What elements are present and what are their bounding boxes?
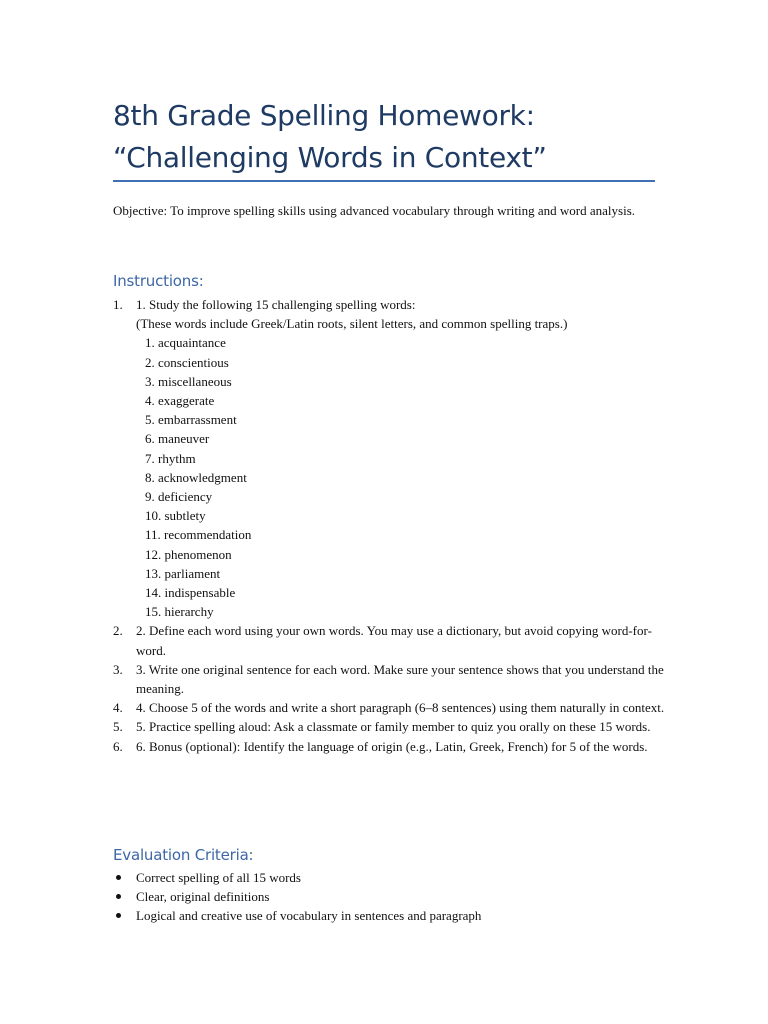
instruction-item	[113, 621, 673, 659]
spelling-word: 4. exaggerate	[145, 393, 215, 409]
instruction-text: 4. Choose 5 of the words and write a short paragraph (6–8 sentences) using them naturally in context.	[136, 700, 665, 716]
title-line-1: 8th Grade Spelling Homework:	[113, 99, 535, 132]
instruction-item	[113, 295, 673, 621]
instruction-number: 2.	[113, 623, 123, 639]
instruction-text: 2. Define each word using your own words. You may use a dictionary, but avoid copying word-for-word.	[136, 623, 652, 658]
instruction-number: 6.	[113, 738, 123, 754]
instruction-number: 1.	[113, 297, 123, 312]
spelling-word: 11. recommendation	[145, 527, 252, 543]
instruction-number: 4.	[113, 700, 123, 716]
evaluation-text: Clear, original definitions	[136, 889, 270, 905]
bullet-icon	[116, 875, 121, 880]
spelling-word: 6. maneuver	[145, 431, 210, 447]
spelling-word: 1. acquaintance	[145, 335, 226, 351]
evaluation-text: Logical and creative use of vocabulary in sentences and paragraph	[136, 908, 482, 924]
page-title	[113, 95, 673, 179]
evaluation-item	[113, 887, 673, 906]
spelling-word: 8. acknowledgment	[145, 469, 247, 485]
spelling-word: 9. deficiency	[145, 489, 213, 505]
evaluation-heading: Evaluation Criteria:	[113, 846, 254, 864]
spelling-word-list	[136, 333, 673, 621]
spelling-word: 7. rhythm	[145, 450, 196, 466]
spelling-word: 10. subtlety	[145, 508, 206, 524]
spelling-word: 2. conscientious	[145, 354, 229, 370]
evaluation-text: Correct spelling of all 15 words	[136, 870, 301, 885]
spelling-word: 12. phenomenon	[145, 546, 232, 562]
spelling-word: 3. miscellaneous	[145, 373, 232, 389]
instructions-heading: Instructions:	[113, 272, 204, 290]
instruction-text: 5. Practice spelling aloud: Ask a classmate or family member to quiz you orally on these 15 words.	[136, 719, 651, 735]
spelling-word: 5. embarrassment	[145, 412, 237, 428]
bullet-icon	[116, 913, 121, 918]
instruction-item	[113, 737, 673, 756]
instruction-number: 3.	[113, 661, 123, 677]
evaluation-item	[113, 868, 673, 887]
spelling-word: 15. hierarchy	[145, 604, 214, 620]
evaluation-item	[113, 906, 673, 925]
instruction-item	[113, 717, 673, 736]
spelling-word: 13. parliament	[145, 565, 221, 581]
instruction-text: 3. Write one original sentence for each word. Make sure your sentence shows that you understand the meaning.	[136, 661, 664, 697]
instruction-item	[113, 660, 673, 698]
evaluation-list	[113, 868, 673, 926]
title-line-2: “Challenging Words in Context”	[113, 141, 547, 174]
instruction-text: 1. Study the following 15 challenging spelling words:	[136, 297, 416, 312]
instruction-text: 6. Bonus (optional): Identify the language of origin (e.g., Latin, Greek, French) for 5 of the words.	[136, 738, 648, 754]
spelling-word: 14. indispensable	[145, 585, 236, 601]
instruction-item	[113, 698, 673, 717]
instruction-number: 5.	[113, 719, 123, 735]
instructions-list	[113, 295, 673, 756]
title-divider	[113, 180, 655, 182]
bullet-icon	[116, 894, 121, 899]
objective-text: Objective: To improve spelling skills using advanced vocabulary through writing and word analysis.	[113, 203, 635, 218]
instruction-note: (These words include Greek/Latin roots, silent letters, and common spelling traps.)	[136, 316, 568, 332]
